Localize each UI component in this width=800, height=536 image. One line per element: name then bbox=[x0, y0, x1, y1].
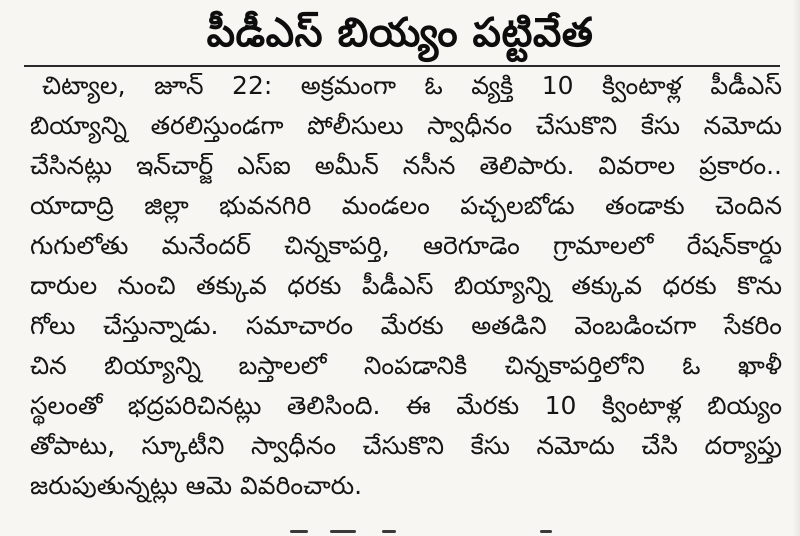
article-line: యాదాద్రి జిల్లా భువనగిరి మండలం పచ్చలబోడు తండాకు చెందిన bbox=[30, 191, 782, 220]
article-line: చిన బియ్యాన్ని బస్తాలలో నింపడానికి చిన్నకాపర్తిలోని ఓ ఖాళీ bbox=[30, 351, 782, 380]
article-line: జరుపుతున్నట్లు ఆమె వివరించారు. bbox=[30, 471, 363, 500]
article-line: గోలు చేస్తున్నాడు. సమాచారం మేరకు అతడిని వెంబడించగా సేకరిం bbox=[30, 311, 782, 340]
article-line: చిట్యాల, జూన్ 22: అక్రమంగా ఓ వ్యక్తి 10 క్వింటాళ్ల పీడీఎస్ bbox=[42, 71, 782, 100]
article-body bbox=[30, 66, 782, 506]
article-line: బియ్యాన్ని తరలిస్తుండగా పోలీసులు స్వాధీనం చేసుకొని కేసు నమోదు bbox=[30, 111, 782, 140]
article-line: దారుల నుంచి తక్కువ ధరకు పీడీఎస్ బియ్యాన్ని తక్కువ ధరకు కొను bbox=[30, 271, 782, 300]
article-line: స్థలంతో భద్రపరిచినట్లు తెలిసింది. ఈ మేరకు 10 క్వింటాళ్ల బియ్యం bbox=[30, 391, 782, 420]
cropped-next-headline bbox=[290, 524, 560, 536]
article-line: చేసినట్లు ఇన్‌చార్జ్ ఎస్ఐ అమీన్ నసీన తెలిపారు. వివరాల ప్రకారం.. bbox=[30, 151, 782, 180]
article-line: గుగులోతు మనేందర్ చిన్నకాపర్తి, ఆరెగూడెం గ్రామాలలో రేషన్‌కార్డు bbox=[30, 231, 782, 260]
headline: పీడీఎస్ బియ్యం పట్టివేత bbox=[206, 10, 594, 56]
page-edge-shadow bbox=[792, 0, 800, 536]
article-line: తోపాటు, స్కూటీని స్వాధీనం చేసుకొని కేసు నమోదు చేసి దర్యాప్తు bbox=[30, 431, 782, 460]
